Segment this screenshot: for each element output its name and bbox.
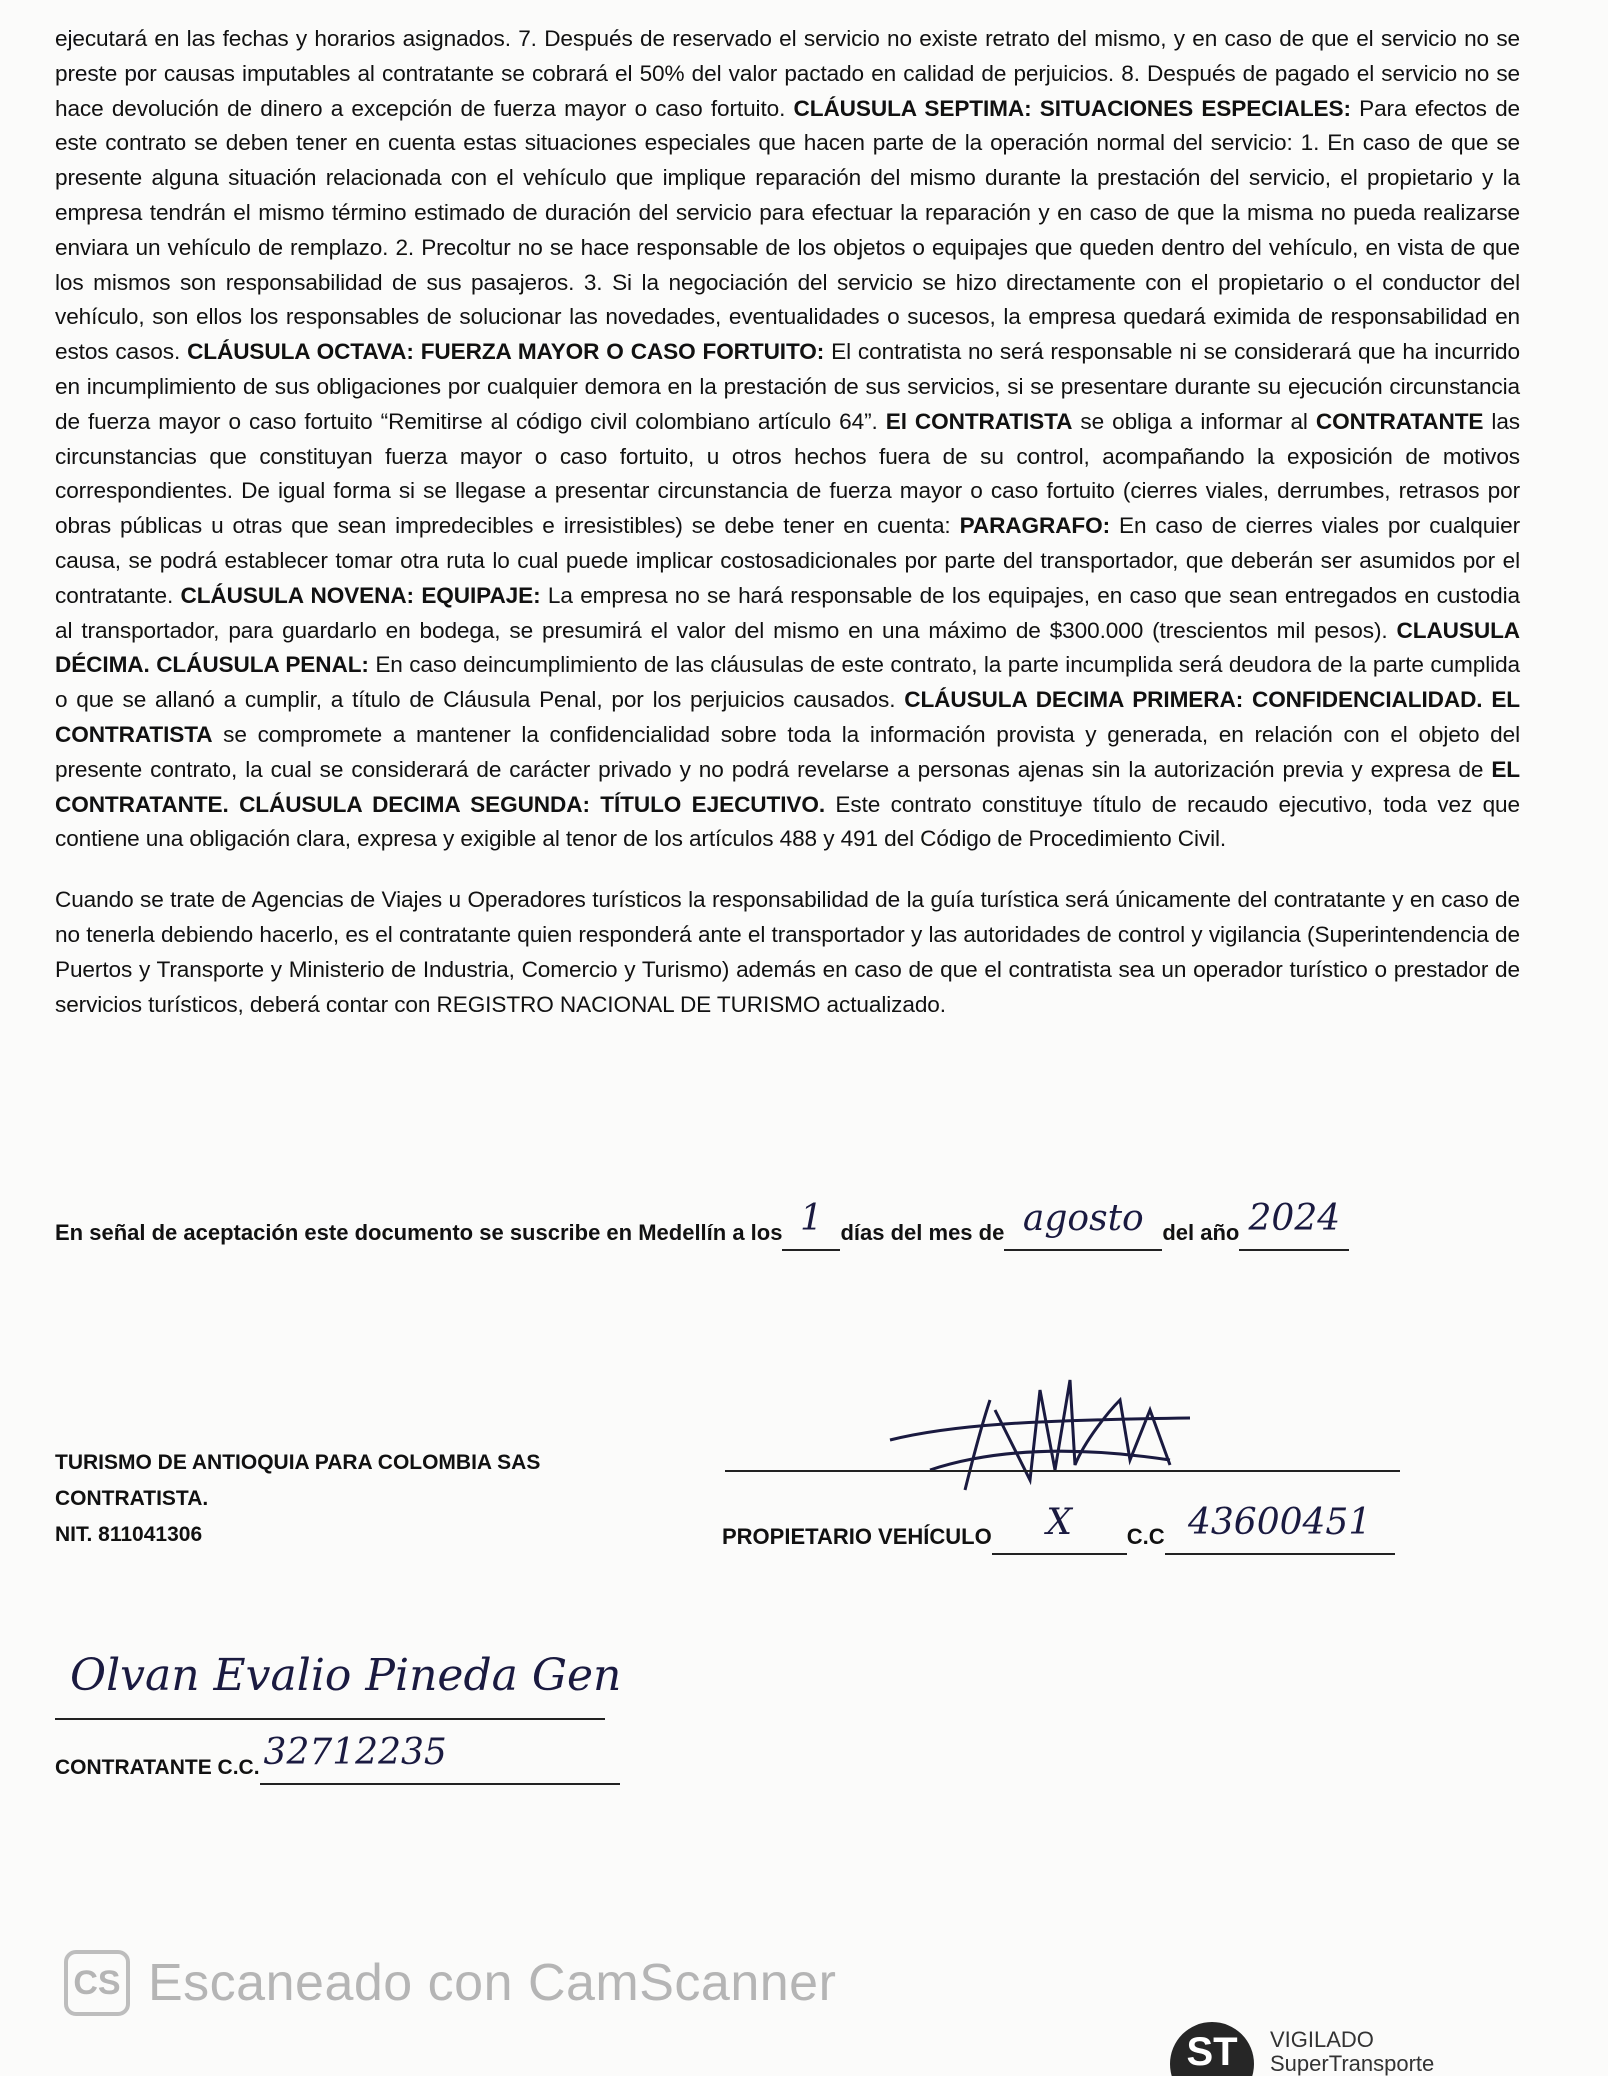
client-cc-line: CONTRATANTE C.C. 32712235 (55, 1742, 620, 1785)
day-field: 1 (782, 1208, 840, 1251)
camscanner-text: Escaneado con CamScanner (148, 1954, 837, 2012)
clause-twelfth-heading: EL CONTRATANTE. CLÁUSULA DECIMA SEGUNDA: TÍTULO EJECUTIVO. (55, 756, 1520, 817)
year-field: 2024 (1239, 1208, 1349, 1251)
supertransporte-logo-icon: ST (1170, 2022, 1254, 2076)
contractor-signature-icon (870, 1370, 1200, 1500)
clause-eleventh-heading: CLÁUSULA DECIMA PRIMERA: CONFIDENCIALIDAD. EL CONTRATISTA (55, 687, 1520, 747)
month-field: agosto (1004, 1208, 1162, 1251)
paragrafo-heading: PARAGRAFO: (959, 513, 1111, 539)
vigilado-stamp: ST VIGILADO SuperTransporte (1170, 2022, 1608, 2076)
clause-tenth-heading: CLAUSULA DÉCIMA. CLÁUSULA PENAL: (55, 617, 1520, 678)
clauses-paragraph: ejecutará en las fechas y horarios asignados. 7. Después de reservado el servicio no existe retrato del mismo, y en caso de que el servicio no se preste por causas imputables al contratante se cobrará el 50% del valor pactado en calidad de perjuicios. 8. Después de pagado el servicio no se hace devolución de dinero a excepción de fuerza mayor o caso fortuito. CLÁUSULA SEPTIMA: SITUACIONES ESPECIALES: Para efectos de este contrato se deben tener en cuenta estas situaciones especiales que hacen parte de la operación normal del servicio: 1. En caso de que se presente alguna situación relacionada con el vehículo que implique reparación del mismo durante la prestación del servicio, el propietario y la empresa tendrán el mismo término estimado de duración del servicio para efectuar la reparación y en caso de que la misma no pueda realizarse enviara un vehículo de remplazo. 2. Precoltur no se hace responsable de los objetos o equipajes que queden dentro del vehículo, en vista de que los mismos son responsabilidad de sus pasajeros. 3. Si la negociación del servicio se hizo directamente con el propietario o el conductor del vehículo, son ellos los responsables de solucionar las novedades, eventualidades o sucesos, la empresa quedará eximida de responsabilidad en estos casos. CLÁUSULA OCTAVA: FUERZA MAYOR O CASO FORTUITO: El contratista no será responsable ni se considerará que ha incurrido en incumplimiento de sus obligaciones por cualquier demora en la prestación de sus servicios, si se presentare durante su ejecución circunstancia de fuerza mayor o caso fortuito “Remitirse al código civil colombiano artículo 64”. El CONTRATISTA se obliga a informar al CONTRATANTE las circunstancias que constituyan fuerza mayor o caso fortuito, u otros hechos fuera de su control, acompañando la exposición de motivos correspondientes. De igual forma si se llegase a presentar circunstancia de fuerza mayor o caso fortuito (cierres viales, derrumbes, retrasos por obras públicas u otras que sean impredecibles e irresistibles) se debe tener en cuenta: PARAGRAFO: En caso de cierres viales por cualquier causa, se podrá establecer tomar otra ruta lo cual puede implicar costosadicionales por parte del transportador, que deberán ser asumidos por el contratante. CLÁUSULA NOVENA: EQUIPAJE: La empresa no se hará responsable de los equipajes, en caso que sean entregados en custodia al transportador, para guardarlo en bodega, se presumirá el valor del mismo en una máximo de $300.000 (trescientos mil pesos). CLAUSULA DÉCIMA. CLÁUSULA PENAL: En caso deincumplimiento de las cláusulas de este contrato, la parte incumplida será deudora de la parte cumplida o que se allanó a cumplir, a título de Cláusula Penal, por los perjuicios causados. CLÁUSULA DECIMA PRIMERA: CONFIDENCIALIDAD. EL CONTRATISTA se compromete a mantener la confidencialidad sobre toda la información provista y generada, en relación con el objeto del presente contrato, la cual se considerará de carácter privado y no podrá revelarse a personas ajenas sin la autorización previa y expresa de EL CONTRATANTE. CLÁUSULA DECIMA SEGUNDA: TÍTULO EJECUTIVO. Este contrato constituye título de recaudo ejecutivo, toda vez que contiene una obligación clara, expresa y exigible al tenor de los artículos 488 y 491 del Código de Procedimiento Civil. (55, 26, 1521, 852)
owner-vehicle-field: X (992, 1512, 1127, 1555)
clause-seventh-heading: CLÁUSULA SEPTIMA: SITUACIONES ESPECIALES: (793, 95, 1351, 121)
contractor-block (55, 1445, 540, 1553)
acceptance-line: En señal de aceptación este documento se suscribe en Medellín a los 1 días del mes de agosto del año 2024 (55, 1208, 1349, 1251)
tourism-paragraph: Cuando se trate de Agencias de Viajes u Operadores turísticos la responsabilidad de la guía turística será únicamente del contratante y en caso de no tenerla debiendo hacerlo, es el contratante quien responderá ante el transportador y las autoridades de control y vigilancia (Superintendencia de Puertos y Transporte y Ministerio de Industria, Comercio y Turismo) además en caso de que el contratista sea un operador turístico o prestador de servicios turísticos, deberá contar con REGISTRO NACIONAL DE TURISMO actualizado. (55, 887, 1520, 1017)
owner-cc-field: 43600451 (1165, 1512, 1395, 1555)
client-cc-field: 32712235 (260, 1742, 620, 1785)
camscanner-logo-icon: CS (64, 1950, 130, 2016)
clause-eighth-heading: CLÁUSULA OCTAVA: FUERZA MAYOR O CASO FORTUITO: (187, 339, 825, 365)
client-signature: Olvan Evalio Pineda Gen (70, 1650, 622, 1701)
contractor-signature-line (725, 1470, 1400, 1472)
owner-line: PROPIETARIO VEHÍCULO X C.C 43600451 (722, 1512, 1395, 1555)
contractor-role: CONTRATISTA. (55, 1487, 209, 1510)
clause-ninth-heading: CLÁUSULA NOVENA: EQUIPAJE: (180, 582, 541, 608)
contract-body (55, 22, 1520, 1022)
contractor-nit: NIT. 811041306 (55, 1523, 203, 1546)
client-signature-line (55, 1718, 605, 1720)
camscanner-watermark (64, 1950, 836, 2016)
contractor-company: TURISMO DE ANTIOQUIA PARA COLOMBIA SAS (55, 1451, 541, 1474)
